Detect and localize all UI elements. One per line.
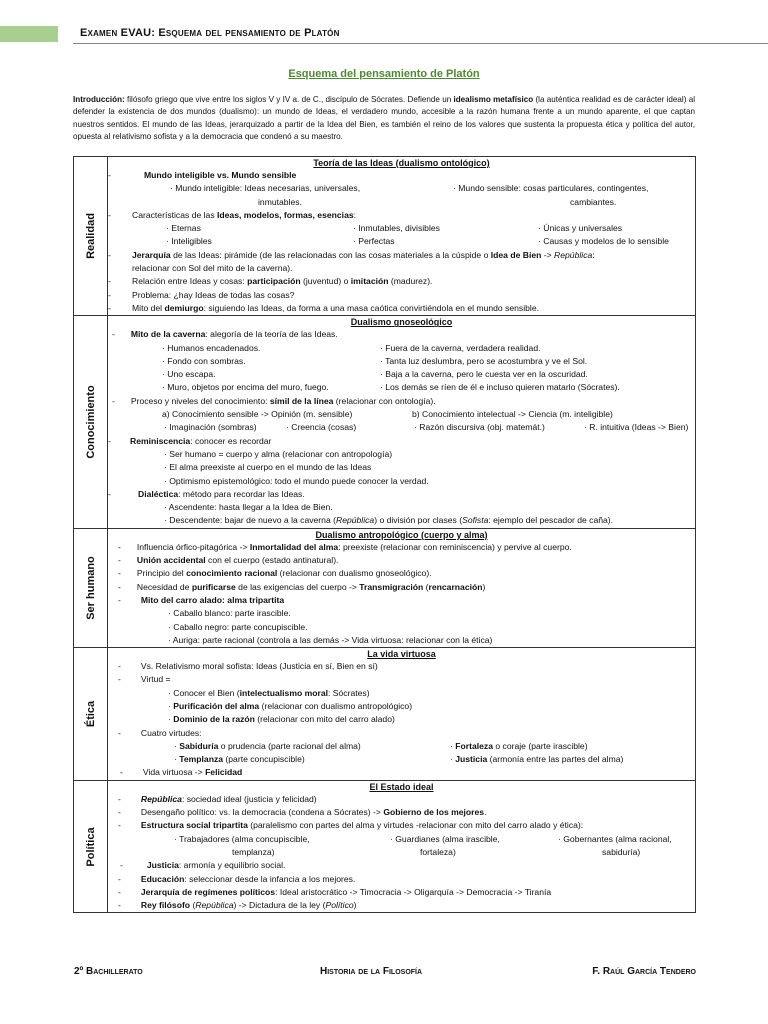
footer-subject: Historia de la Filosofía xyxy=(320,966,423,977)
outline-line: · Eternas · Inmutables, divisibles · Únicas y universales xyxy=(166,223,623,234)
outline-line: - Reminiscencia: conocer es recordar xyxy=(108,435,272,446)
section-title: Dualismo antropológico (cuerpo y alma) xyxy=(315,529,488,540)
outline-line: · Descendente: bajar de nuevo a la caverna (República) o división por clases (Sofista: ejemplo del pescador de caña). xyxy=(164,515,614,526)
outline-table xyxy=(73,156,696,913)
outline-line: · Purificación del alma (relacionar con dualismo antropológico) xyxy=(168,700,413,711)
outline-line: · Caballo blanco: parte irascible. xyxy=(168,608,291,619)
outline-line: · Humanos encadenados. · Fuera de la caverna, verdadera realidad. xyxy=(162,342,541,353)
outline-line: - Jerarquía de regímenes políticos: Ideal aristocrático -> Timocracia -> Oligarquía -> Democracia -> Tiranía xyxy=(118,886,552,897)
section-label-ser-humano: Ser humano xyxy=(84,556,97,620)
outline-line: - Estructura social tripartita (paralelismo con partes del alma y virtudes -relacionar con mito del carro alado y ética): xyxy=(118,820,584,831)
outline-line: · Trabajadores (alma concupiscible, · Guardianes (alma irascible, · Gobernantes (alma racional, xyxy=(174,833,672,844)
outline-line: - Jerarquía de las Ideas: pirámide (de las relacionadas con las cosas materiales a la cúspide o Idea de Bien -> República: xyxy=(108,249,595,260)
outline-line: · Uno escapa. · Baja a la caverna, pero le cuesta ver en la oscuridad. xyxy=(162,369,588,380)
outline-line: - Necesidad de purificarse de las exigencias del cuerpo -> Transmigración (rencarnación) xyxy=(118,581,486,592)
section-title: Teoría de las Ideas (dualismo ontológico) xyxy=(313,158,490,168)
outline-line: - Relación entre Ideas y cosas: participación (juventud) o imitación (madurez). xyxy=(108,276,433,287)
outline-line: · Ser humano = cuerpo y alma (relacionar con antropología) xyxy=(164,448,393,459)
section-politica xyxy=(74,780,696,913)
section-title: Dualismo gnoseológico xyxy=(350,317,453,328)
outline-line: · Conocer el Bien (intelectualismo moral: Sócrates) xyxy=(168,687,370,698)
section-etica xyxy=(74,648,696,781)
outline-line: templanza) fortaleza) sabiduría) xyxy=(232,846,641,857)
header-rule xyxy=(73,43,768,44)
outline-line: · Dominio de la razón (relacionar con mito del carro alado) xyxy=(168,714,395,725)
header-accent-bar xyxy=(0,26,58,42)
outline-line: relacionar con Sol del mito de la caverna). xyxy=(132,263,293,274)
outline-line: - Mundo inteligible vs. Mundo sensible xyxy=(108,170,297,180)
section-ser-humano xyxy=(74,528,696,647)
outline-line: · Auriga: parte racional (controla a las demás -> Vida virtuosa: relacionar con la ética) xyxy=(168,634,493,645)
outline-line: - Características de las Ideas, modelos, formas, esencias: xyxy=(108,209,357,220)
outline-line: - Unión accidental con el cuerpo (estado antinatural). xyxy=(118,555,339,566)
outline-line: · El alma preexiste al cuerpo en el mundo de las Ideas xyxy=(164,462,372,473)
outline-line: · Mundo inteligible: Ideas necesarias, universales, · Mundo sensible: cosas particulares, contingentes, xyxy=(170,183,649,194)
outline-line: inmutables. cambiantes. xyxy=(258,196,617,207)
outline-line: · Ascendente: hasta llegar a la Idea de Bien. xyxy=(164,502,333,513)
outline-line: - Cuatro virtudes: xyxy=(118,727,202,738)
section-label-etica: Ética xyxy=(84,700,97,728)
footer-course: 2º Bachillerato xyxy=(74,966,143,977)
section-label-politica: Política xyxy=(84,827,97,867)
outline-line: · Optimismo epistemológico: todo el mundo puede conocer la verdad. xyxy=(164,475,429,486)
outline-line: - Educación: seleccionar desde la infancia a los mejores. xyxy=(118,873,356,884)
document-title: Esquema del pensamiento de Platón xyxy=(288,68,480,80)
section-realidad xyxy=(74,157,696,316)
introduction-paragraph: Introducción: filósofo griego que vive entre los siglos V y IV a. de C., discípulo de Sócrates. Defiende un idealismo metafísico (la auténtica realidad es de carácter ideal) al defender la existencia de dos mundos (dualismo): un mundo de Ideas, el verdadero mundo, accesible a la razón humana frente a un mundo aparente, el que captan nuestros sentidos. El mundo de las Ideas, jerarquizado a partir de la Idea del Bien, es también el reino de los valores que sustenta la propuesta ética y política del autor, opuesta al relativismo sofista y a la democracia que condenó a su maestro. xyxy=(73,95,696,141)
outline-line: - Desengaño político: vs. la democracia (condena a Sócrates) -> Gobierno de los mejores. xyxy=(118,807,487,818)
outline-line: - Dialéctica: método para recordar las Ideas. xyxy=(108,488,305,499)
outline-line: - Principio del conocimiento racional (relacionar con dualismo gnoseológico). xyxy=(118,568,432,579)
outline-line: - Mito del demiurgo: siguiendo las Ideas, da forma a una masa caótica convirtiéndola en el mundo sensible. xyxy=(108,302,539,313)
outline-line: a) Conocimiento sensible -> Opinión (m. sensible) b) Conocimiento intelectual -> Ciencia (m. inteligible) xyxy=(162,409,613,420)
outline-line: - Influencia órfico-pitagórica -> Inmortalidad del alma: preexiste (relacionar con reminiscencia) y pervive al cuerpo. xyxy=(118,541,572,552)
outline-line: - Virtud = xyxy=(118,674,171,685)
section-label-realidad: Realidad xyxy=(84,213,97,260)
section-conocimiento xyxy=(74,316,696,528)
outline-line: - Justicia: armonía y equilibrio social. xyxy=(120,860,286,871)
outline-line: · Imaginación (sombras) · Creencia (cosas) · Razón discursiva (obj. matemát.) · R. intuitiva (Ideas -> Bien) xyxy=(164,422,689,433)
outline-line: - Proceso y niveles del conocimiento: símil de la línea (relacionar con ontología). xyxy=(112,395,436,406)
outline-line: - República: sociedad ideal (justicia y felicidad) xyxy=(118,793,317,804)
section-label-conocimiento: Conocimiento xyxy=(84,385,97,459)
outline-line: - Rey filósofo (República) -> Dictadura de la ley (Político) xyxy=(118,900,357,911)
outline-line: · Muro, objetos por encima del muro, fuego. · Los demás se ríen de él e incluso quieren matarlo (Sócrates). xyxy=(162,382,620,393)
outline-line: - Mito de la caverna: alegoría de la teoría de las Ideas. xyxy=(112,329,338,340)
outline-line: - Problema: ¿hay Ideas de todas las cosas? xyxy=(108,289,295,300)
outline-line: · Sabiduría o prudencia (parte racional del alma) · Fortaleza o coraje (parte irascible) xyxy=(174,740,588,751)
header-title: Examen EVAU: Esquema del pensamiento de Platón xyxy=(80,27,340,39)
section-title: La vida virtuosa xyxy=(367,649,436,660)
outline-line: · Inteligibles · Perfectas · Causas y modelos de lo sensible xyxy=(166,236,669,247)
outline-line: · Caballo negro: parte concupiscible. xyxy=(168,621,308,632)
outline-line: - Vida virtuosa -> Felicidad xyxy=(120,767,243,778)
outline-line: - Vs. Relativismo moral sofista: Ideas (Justicia en sí, Bien en sí) xyxy=(118,661,378,672)
outline-line: - Mito del carro alado: alma tripartita xyxy=(118,594,285,605)
section-title: El Estado ideal xyxy=(369,781,434,792)
outline-line: · Templanza (parte concupiscible) · Justicia (armonía entre las partes del alma) xyxy=(174,754,624,765)
footer-author: F. Raúl García Tendero xyxy=(592,966,696,977)
outline-line: · Fondo con sombras. · Tanta luz deslumbra, pero se acostumbra y ve el Sol. xyxy=(162,355,588,366)
